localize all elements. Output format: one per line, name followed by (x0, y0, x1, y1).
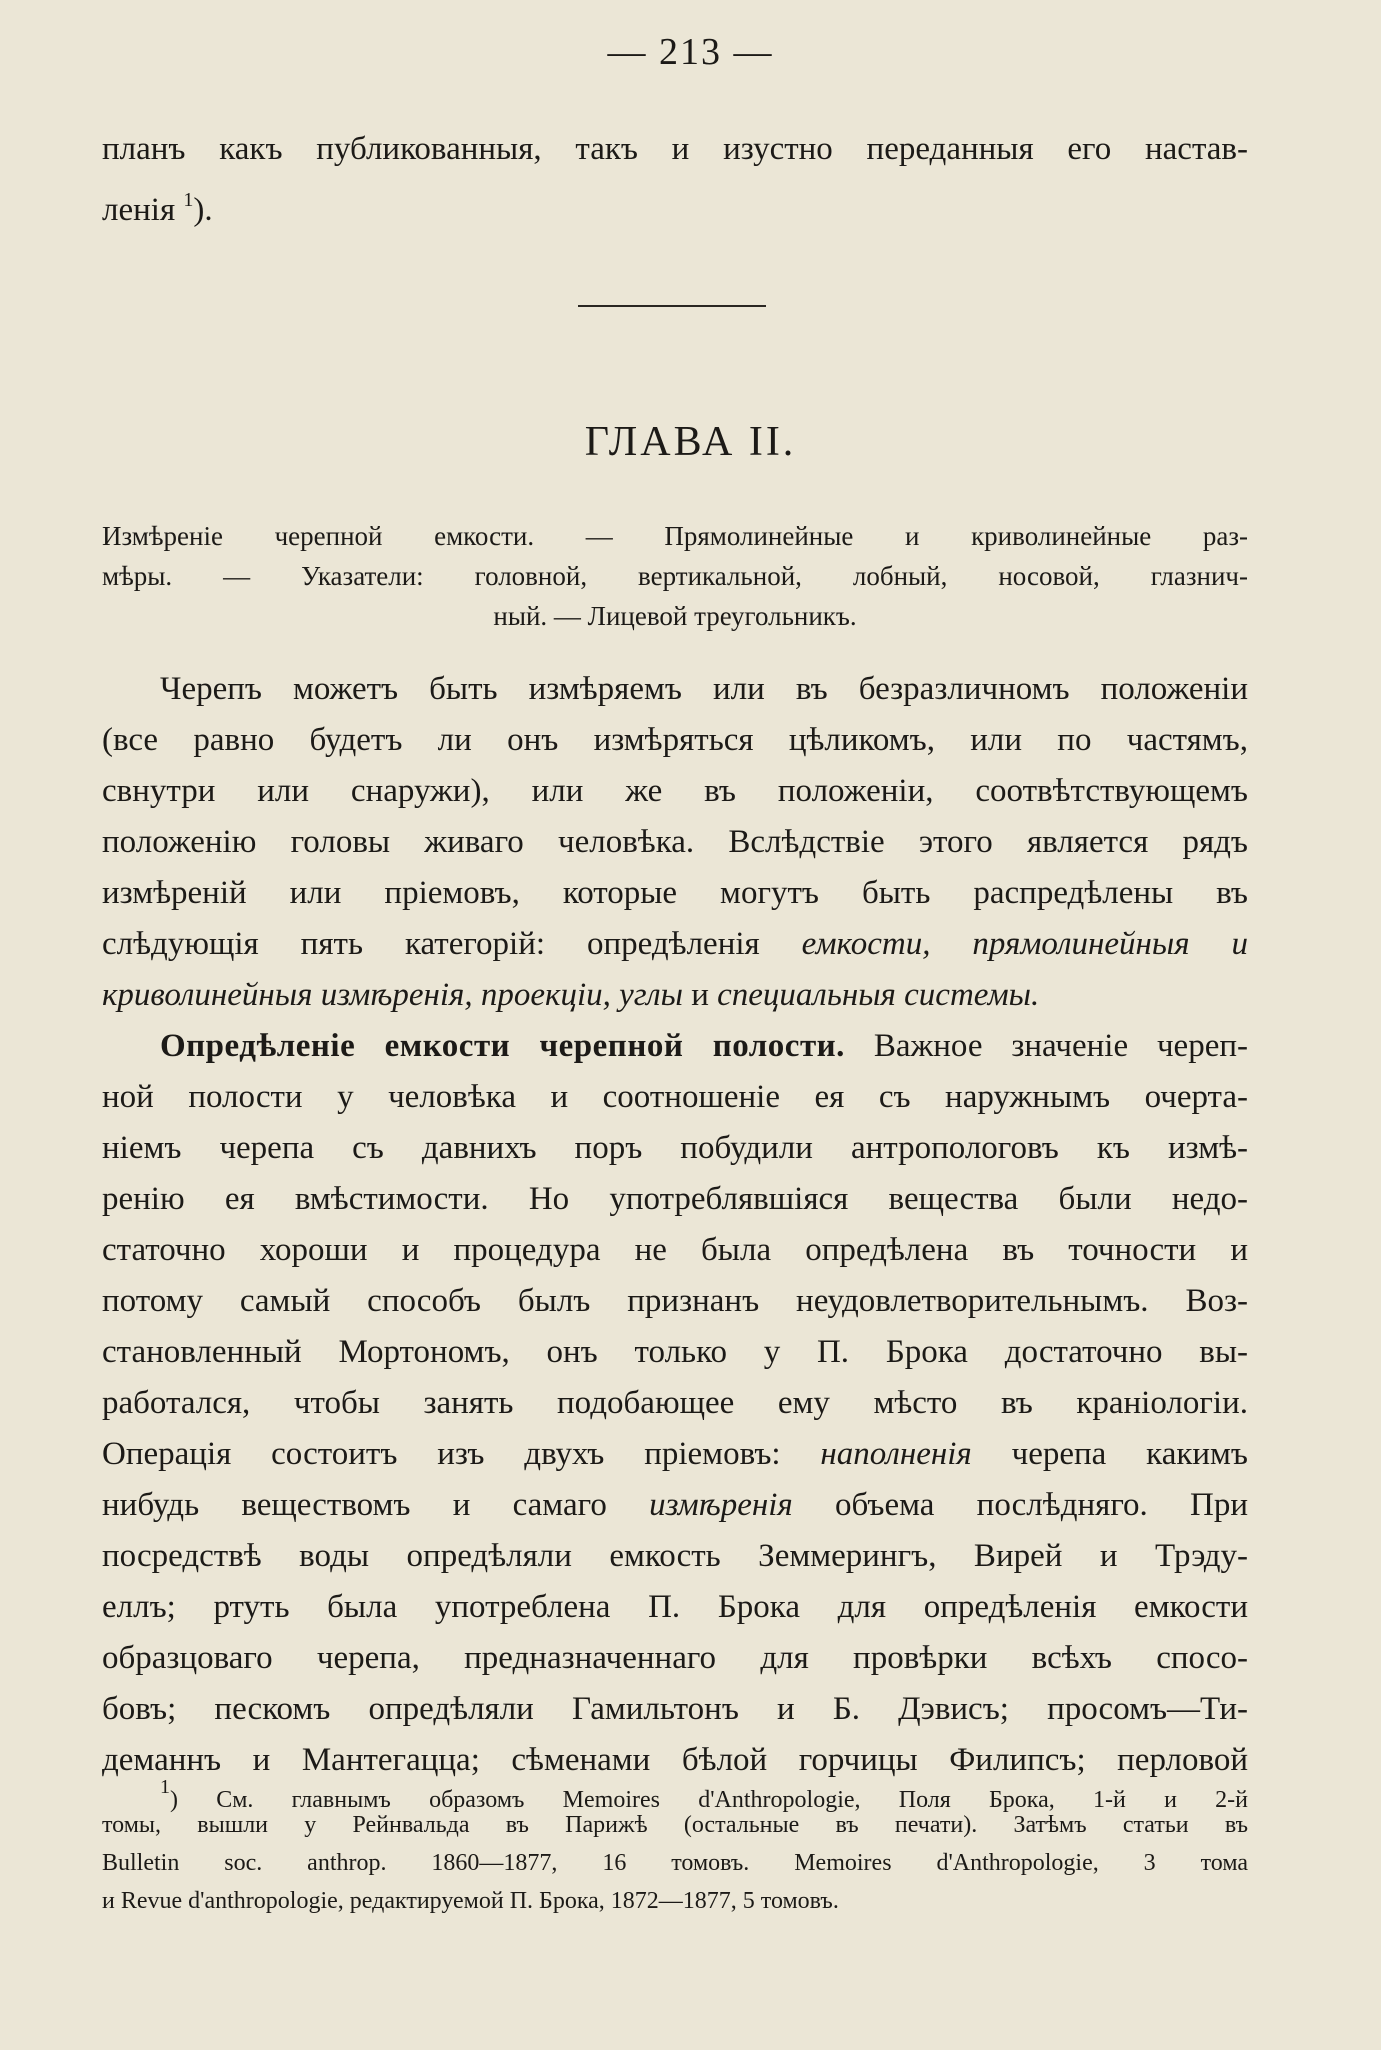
text-line: деманнъ и Мантегацца; сѣменами бѣлой горчицы Филипсъ; перловой (102, 1742, 1248, 1778)
text-fragment: нибудь веществомъ и самаго (102, 1487, 607, 1523)
text-fragment: слѣдующія пять категорій: опредѣленія (102, 926, 760, 962)
footnote (102, 1768, 1248, 1920)
footnote-line: томы, вышли у Рейнвальда въ Парижѣ (остальные въ печати). Затѣмъ статьи въ (102, 1812, 1248, 1838)
section-divider (578, 305, 766, 307)
text-fragment: Важное значеніе череп- (873, 1028, 1249, 1064)
text-line: ренію ея вмѣстимости. Но употреблявшіяся вещества были недо- (102, 1181, 1248, 1217)
text-line (102, 1021, 1248, 1072)
footnote-ref[interactable]: 1 (183, 189, 194, 211)
intro-text (102, 124, 1248, 226)
text-fragment: черепа какимъ (1011, 1436, 1248, 1472)
summary-line: Измѣреніе черепной емкости. — Прямолинейные и криволинейные раз- (102, 521, 1248, 551)
text-line (102, 1429, 1248, 1480)
text-line: ніемъ черепа съ давнихъ поръ побудили антропологовъ къ измѣ- (102, 1130, 1248, 1166)
text-line (102, 1480, 1248, 1531)
text-line: образцоваго черепа, предназначеннаго для провѣрки всѣхъ спосо- (102, 1640, 1248, 1676)
text-line: Черепъ можетъ быть измѣряемъ или въ безразличномъ положеніи (160, 671, 1248, 707)
italic-term: прямолинейныя и (972, 926, 1248, 962)
footnote-mark: 1 (160, 1776, 170, 1798)
chapter-summary (102, 516, 1248, 636)
summary-line: ный. — Лицевой треугольникъ. (493, 601, 857, 631)
text-line: планъ какъ публикованныя, такъ и изустно переданныя его настав- (102, 131, 1248, 167)
italic-term: измѣренія (649, 1487, 793, 1523)
footnote-line: Bulletin soc. anthrop. 1860—1877, 16 томовъ. Memoires d'Anthropologie, 3 тома (102, 1850, 1248, 1876)
page-number: — 213 — (607, 31, 774, 73)
text-line: посредствѣ воды опредѣляли емкость Земмерингъ, Вирей и Трэду- (102, 1538, 1248, 1574)
paragraph-2 (102, 1021, 1248, 1786)
italic-term: емкости, (801, 926, 931, 962)
text-line: статочно хороши и процедура не была опредѣлена въ точности и (102, 1232, 1248, 1268)
text-fragment: ) См. главнымъ образомъ Memoires d'Anthropologie, Поля Брока, 1-й и 2-й (170, 1787, 1248, 1813)
text-line: измѣреній или пріемовъ, которые могутъ быть распредѣлены въ (102, 875, 1248, 911)
summary-line: мѣры. — Указатели: головной, вертикальной, лобный, носовой, глазнич- (102, 561, 1248, 591)
text-line (102, 919, 1248, 970)
footnote-line: и Revue d'anthropologie, редактируемой П. Брока, 1872—1877, 5 томовъ. (102, 1888, 839, 1914)
chapter-title: ГЛАВА II. (584, 419, 797, 465)
section-heading: Опредѣленіе емкости черепной полости. (160, 1028, 845, 1064)
text-line: (все равно будетъ ли онъ измѣряться цѣликомъ, или по частямъ, (102, 722, 1248, 758)
italic-term: углы (619, 977, 683, 1013)
text-line: свнутри или снаружи), или же въ положеніи, соотвѣтствующемъ (102, 773, 1248, 809)
italic-term: специальныя системы. (717, 977, 1040, 1013)
text-fragment: ленія (102, 192, 176, 228)
text-line: работался, чтобы занять подобающее ему мѣсто въ краніологіи. (102, 1385, 1248, 1421)
text-line: бовъ; пескомъ опредѣляли Гамильтонъ и Б. Дэвисъ; просомъ—Ти- (102, 1691, 1248, 1727)
italic-term: криволинейныя измѣренія, (102, 977, 473, 1013)
text-line: потому самый способъ былъ признанъ неудовлетворительнымъ. Воз- (102, 1283, 1248, 1319)
text-line (102, 970, 1248, 1021)
italic-term: наполненія (820, 1436, 972, 1472)
text-line: становленный Мортономъ, онъ только у П. Брока достаточно вы- (102, 1334, 1248, 1370)
text-fragment: объема послѣдняго. При (834, 1487, 1249, 1523)
text-fragment: и (691, 977, 709, 1013)
text-line: еллъ; ртуть была употреблена П. Брока для опредѣленія емкости (102, 1589, 1248, 1625)
text-fragment: Операція состоитъ изъ двухъ пріемовъ: (102, 1436, 781, 1472)
paragraph-1 (102, 664, 1248, 1021)
footnote-line (102, 1768, 1248, 1813)
text-line: ной полости у человѣка и соотношеніе ея съ наружнымъ очерта- (102, 1079, 1248, 1115)
text-line (102, 175, 1248, 226)
text-line: положенію головы живаго человѣка. Вслѣдствіе этого является рядъ (102, 824, 1248, 860)
text-fragment: ). (193, 192, 213, 228)
italic-term: проекціи, (480, 977, 611, 1013)
